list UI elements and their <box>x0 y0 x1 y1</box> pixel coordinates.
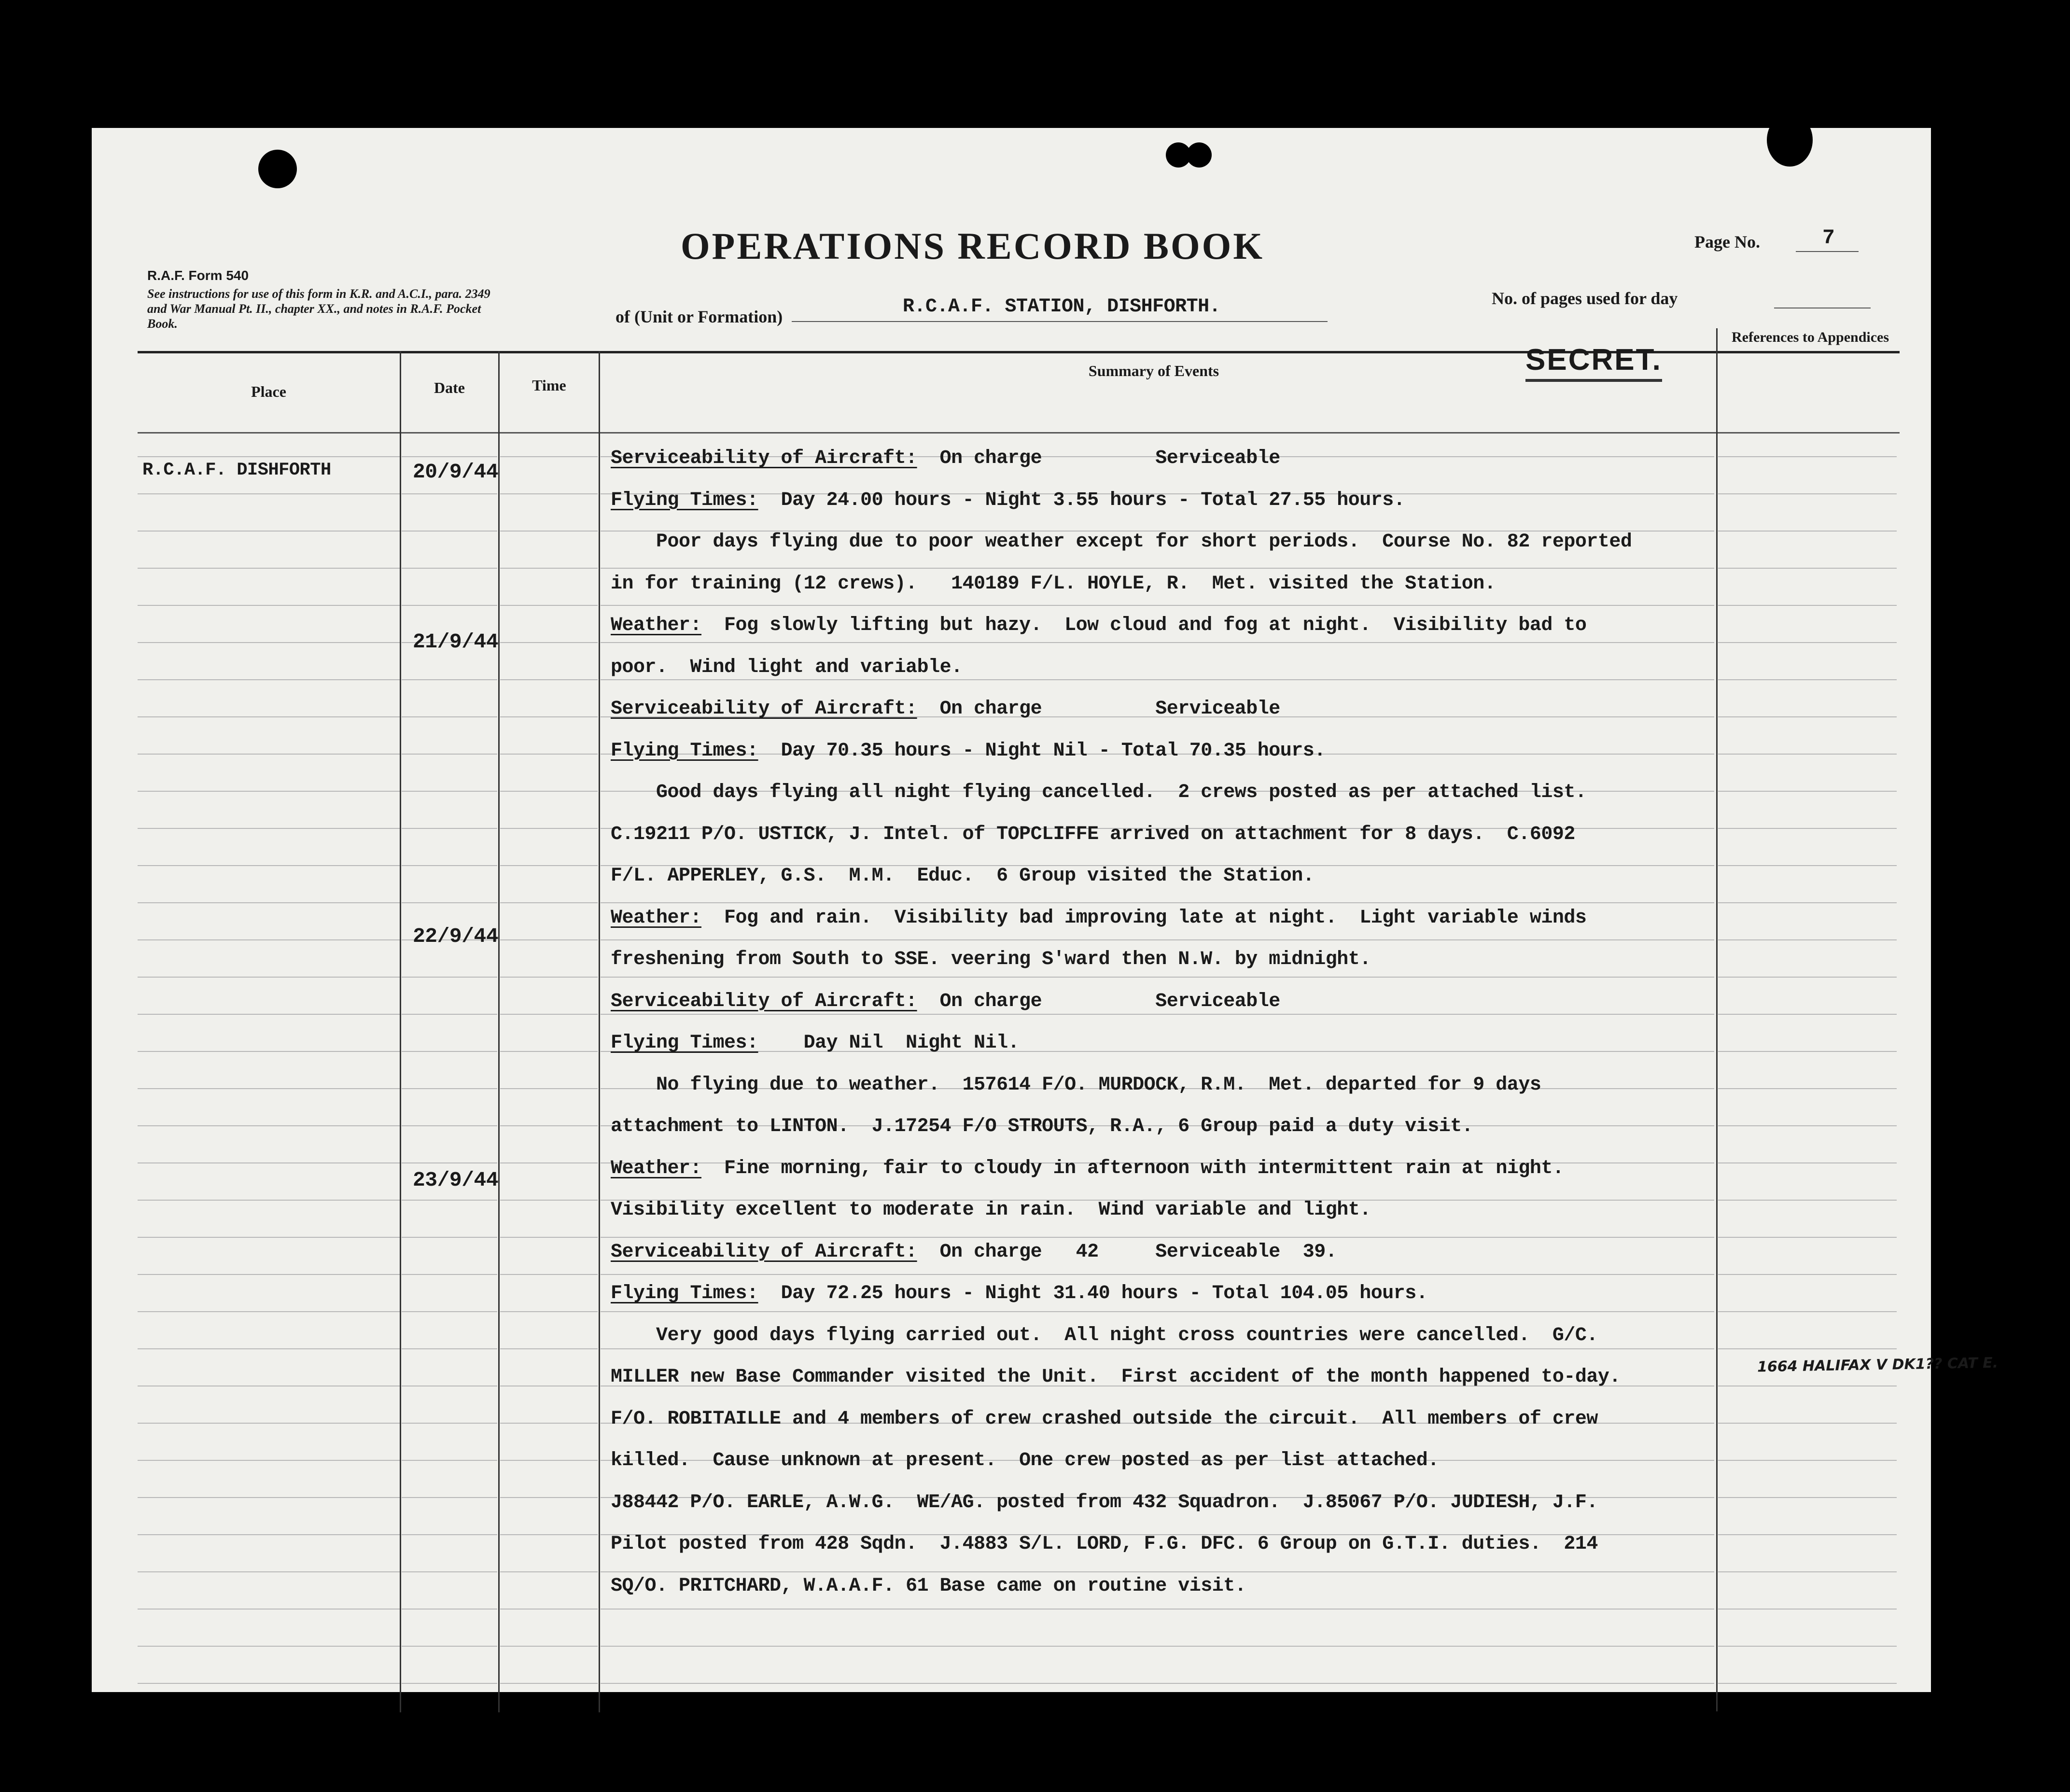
record-sheet <box>92 128 1999 1692</box>
summary-line-text: freshening from South to SSE. veering S'ward then N.W. by midnight. <box>611 949 1371 970</box>
page-number-label: Page No. <box>1694 232 1760 252</box>
summary-line-text: Day 72.25 hours - Night 31.40 hours - Total 104.05 hours. <box>781 1283 1428 1304</box>
summary-line-label: Serviceability of Aircraft: <box>611 448 917 469</box>
summary-line <box>611 573 1496 595</box>
summary-line <box>611 1492 1598 1513</box>
summary-line <box>611 490 1405 511</box>
summary-line-text: MILLER new Base Commander visited the Unit. First accident of the month happened to-day. <box>611 1366 1621 1388</box>
summary-line-text: Visibility excellent to moderate in rain. Wind variable and light. <box>611 1199 1371 1221</box>
summary-line <box>611 531 1632 553</box>
summary-line-label: Serviceability of Aircraft: <box>611 1241 917 1263</box>
summary-line-text: in for training (12 crews). 140189 F/L. HOYLE, R. Met. visited the Station. <box>611 573 1496 595</box>
summary-line <box>611 1158 1564 1179</box>
summary-line-text: Day 70.35 hours - Night Nil - Total 70.35 hours. <box>781 740 1326 762</box>
date-cell: 21/9/44 <box>413 630 499 654</box>
summary-line <box>611 1325 1598 1346</box>
page-number: 7 <box>1822 226 1835 250</box>
summary-line <box>611 1575 1246 1597</box>
summary-line-label: Flying Times: <box>611 1283 758 1304</box>
summary-line <box>611 698 1280 720</box>
column-references: References to Appendices <box>1731 329 1889 345</box>
form-name: R.A.F. Form 540 <box>147 268 249 283</box>
summary-line-text: Fog slowly lifting but hazy. Low cloud and fog at night. Visibility bad to <box>724 615 1587 636</box>
place-cell: R.C.A.F. DISHFORTH <box>142 460 331 480</box>
summary-line-text: On charge 42 Serviceable 39. <box>939 1241 1337 1263</box>
summary-line <box>611 1074 1541 1096</box>
summary-line <box>611 1450 1439 1471</box>
classification-stamp: SECRET. <box>1525 343 1662 382</box>
summary-line <box>611 782 1586 803</box>
summary-line-text: attachment to LINTON. J.17254 F/O STROUTS, R.A., 6 Group paid a duty visit. <box>611 1116 1473 1137</box>
summary-line-text: J88442 P/O. EARLE, A.W.G. WE/AG. posted from 432 Squadron. J.85067 P/O. JUDIESH, J.F. <box>611 1491 1598 1513</box>
form-instructions: See instructions for use of this form in K.R. and A.C.I., para. 2349 and War Manual Pt. II., chapter XX., and notes in R.A.F. Pocket Book. <box>147 287 490 331</box>
summary-line-text: Day 24.00 hours - Night 3.55 hours - Total 27.55 hours. <box>781 489 1405 511</box>
column-place: Place <box>251 383 286 400</box>
summary-line <box>611 949 1371 970</box>
summary-line <box>611 865 1314 887</box>
summary-line-label: Weather: <box>611 615 702 636</box>
summary-line-text: On charge Serviceable <box>939 448 1280 469</box>
date-cell: 23/9/44 <box>413 1168 499 1192</box>
punch-hole-center-right <box>1187 142 1212 168</box>
summary-line <box>611 1533 1598 1555</box>
summary-line-text: SQ/O. PRITCHARD, W.A.A.F. 61 Base came on routine visit. <box>611 1575 1246 1597</box>
header-divider <box>138 432 1900 434</box>
summary-line-label: Weather: <box>611 1157 702 1179</box>
summary-line <box>611 1366 1621 1388</box>
summary-line <box>611 1408 1598 1430</box>
summary-line-text: Pilot posted from 428 Sqdn. J.4883 S/L. LORD, F.G. DFC. 6 Group on G.T.I. duties. 214 <box>611 1533 1598 1555</box>
column-date: Date <box>434 379 465 396</box>
summary-line <box>611 1116 1473 1137</box>
summary-line <box>611 657 963 678</box>
punch-hole-right <box>1767 113 1813 167</box>
page-title: OPERATIONS RECORD BOOK <box>681 225 1265 267</box>
summary-line <box>611 1283 1427 1304</box>
summary-line <box>611 824 1575 845</box>
date-cell: 22/9/44 <box>413 924 499 948</box>
summary-line-text: Poor days flying due to poor weather except for short periods. Course No. 82 reported <box>611 531 1632 553</box>
summary-line <box>611 907 1586 929</box>
summary-line-text: Fine morning, fair to cloudy in afternoon with intermittent rain at night. <box>724 1157 1564 1179</box>
summary-line-text: Good days flying all night flying cancelled. 2 crews posted as per attached list. <box>611 782 1587 803</box>
summary-line-text: poor. Wind light and variable. <box>611 656 963 678</box>
summary-line <box>611 448 1280 469</box>
summary-line-text: F/L. APPERLEY, G.S. M.M. Educ. 6 Group visited the Station. <box>611 865 1315 887</box>
summary-line-text: Fog and rain. Visibility bad improving late at night. Light variable winds <box>724 907 1587 929</box>
column-summary: Summary of Events <box>1088 362 1219 379</box>
summary-line-text: C.19211 P/O. USTICK, J. Intel. of TOPCLIFFE arrived on attachment for 8 days. C.6092 <box>611 823 1575 845</box>
unit-value: R.C.A.F. STATION, DISHFORTH. <box>903 296 1221 318</box>
summary-line <box>611 1241 1337 1263</box>
summary-line-label: Serviceability of Aircraft: <box>611 990 917 1012</box>
punch-hole-left <box>258 150 297 188</box>
date-cell: 20/9/44 <box>413 460 499 484</box>
summary-line-text: F/O. ROBITAILLE and 4 members of crew crashed outside the circuit. All members of crew <box>611 1408 1598 1430</box>
summary-line-label: Serviceability of Aircraft: <box>611 698 917 720</box>
summary-line-text: Very good days flying carried out. All night cross countries were cancelled. G/C. <box>611 1324 1598 1346</box>
handwritten-note: 1664 HALIFAX Ⅴ DK1?? CAT E. <box>1757 1354 1999 1376</box>
summary-line <box>611 615 1586 636</box>
summary-line-text: killed. Cause unknown at present. One crew posted as per list attached. <box>611 1450 1439 1471</box>
column-time: Time <box>532 377 566 394</box>
summary-line-label: Flying Times: <box>611 489 758 511</box>
summary-line <box>611 1032 1019 1054</box>
summary-line-label: Flying Times: <box>611 740 758 762</box>
summary-line-label: Flying Times: <box>611 1032 758 1054</box>
summary-line-text: Day Nil Night Nil. <box>781 1032 1020 1054</box>
summary-line-text: On charge Serviceable <box>939 698 1280 720</box>
unit-label: of (Unit or Formation) <box>615 307 783 326</box>
pages-used-label: No. of pages used for day <box>1492 289 1678 308</box>
summary-line-text: On charge Serviceable <box>939 990 1280 1012</box>
summary-line <box>611 1199 1371 1221</box>
summary-line <box>611 991 1280 1012</box>
summary-line <box>611 740 1326 762</box>
summary-line-label: Weather: <box>611 907 702 929</box>
summary-line-text: No flying due to weather. 157614 F/O. MURDOCK, R.M. Met. departed for 9 days <box>611 1074 1541 1096</box>
